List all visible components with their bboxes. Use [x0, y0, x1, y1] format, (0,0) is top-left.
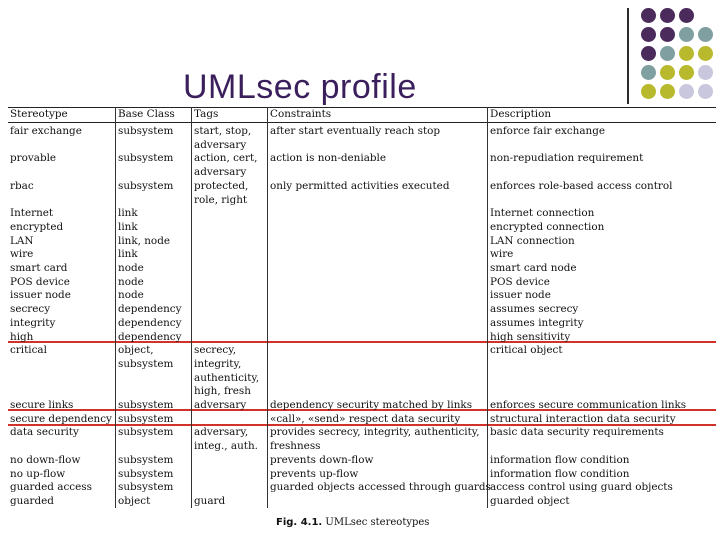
- decorative-dot: [679, 46, 694, 61]
- table-cell-base: link: [118, 248, 138, 261]
- column-separator: [487, 107, 488, 508]
- table-cell-tags: adversary: [194, 399, 247, 411]
- decorative-dot: [679, 27, 694, 42]
- column-header-description: Description: [490, 108, 552, 120]
- table-cell-tags: guard: [194, 494, 226, 507]
- table-cell-base: subsystem: [118, 426, 174, 439]
- table-cell-description: critical object: [490, 344, 563, 357]
- table-cell-description: guarded object: [490, 494, 570, 507]
- table-cell-description: information flow condition: [490, 467, 630, 480]
- decorative-dot: [679, 84, 694, 99]
- title-divider: [627, 8, 629, 104]
- table-cell-description: Internet connection: [490, 207, 595, 220]
- table-cell-constraints: dependency security matched by links: [270, 399, 473, 411]
- table-cell-constraints: guarded objects accessed through guards: [270, 481, 491, 494]
- table-cell-base: subsystem: [118, 481, 174, 494]
- table-cell-base: subsystem: [118, 467, 174, 480]
- table-cell-description: POS device: [490, 275, 550, 288]
- decorative-dot: [641, 8, 656, 23]
- figure-caption: [276, 517, 429, 528]
- table-cell-description: encrypted connection: [490, 220, 605, 233]
- figure-caption-text: UMLsec stereotypes: [322, 517, 430, 528]
- table-cell-description: enforce fair exchange: [490, 125, 606, 137]
- table-cell-base: subsystem: [118, 125, 174, 137]
- decorative-dot: [641, 27, 656, 42]
- table-cell-base: node: [118, 262, 144, 274]
- table-cell-description: issuer node: [490, 289, 551, 302]
- decorative-dot: [660, 8, 675, 23]
- decorative-dot: [660, 65, 675, 80]
- table-cell-stereotype: guarded access: [10, 481, 92, 494]
- table-cell-description: access control using guard objects: [490, 481, 673, 494]
- column-header-constraints: Constraints: [270, 108, 332, 120]
- decorative-dot: [641, 84, 656, 99]
- table-cell-base: object: [118, 494, 151, 507]
- table-cell-description: enforces secure communication links: [490, 399, 687, 411]
- table-cell-description: enforces role-based access control: [490, 179, 673, 192]
- figure-label: Fig. 4.1.: [276, 517, 323, 528]
- decorative-dot: [660, 84, 675, 99]
- decorative-dot: [641, 65, 656, 80]
- table-cell-description: information flow condition: [490, 453, 630, 466]
- column-separator: [191, 107, 192, 508]
- table-cell-base: subsystem: [118, 152, 174, 165]
- decorative-dot: [698, 65, 713, 80]
- table-cell-base: subsystem: [118, 179, 174, 192]
- table-cell-base: link, node: [118, 234, 170, 247]
- decorative-dot: [698, 46, 713, 61]
- table-cell-stereotype: LAN: [10, 234, 34, 247]
- table-cell-base: subsystem: [118, 399, 174, 411]
- table-cell-base: object, subsystem: [118, 344, 174, 370]
- table-cell-stereotype: secure dependency: [10, 412, 112, 425]
- table-cell-description: high sensitivity: [490, 330, 571, 343]
- table-cell-tags: start, stop, adversary: [194, 125, 252, 151]
- table-cell-base: node: [118, 289, 144, 302]
- table-cell-stereotype: rbac: [10, 179, 34, 192]
- table-cell-stereotype: wire: [10, 248, 34, 261]
- table-cell-description: assumes integrity: [490, 316, 584, 329]
- decorative-dot: [698, 84, 713, 99]
- decorative-dot: [660, 27, 675, 42]
- table-cell-constraints: only permitted activities executed: [270, 179, 450, 192]
- table-cell-tags: protected, role, right: [194, 179, 249, 206]
- column-header-stereotype: Stereotype: [10, 108, 68, 120]
- table-cell-description: assumes secrecy: [490, 303, 579, 316]
- table-cell-tags: action, cert, adversary: [194, 152, 258, 179]
- table-cell-stereotype: critical: [10, 344, 47, 357]
- table-cell-constraints: prevents down-flow: [270, 453, 374, 466]
- table-cell-stereotype: Internet: [10, 207, 54, 220]
- decorative-dot: [679, 65, 694, 80]
- decorative-dot: [660, 46, 675, 61]
- table-cell-base: link: [118, 220, 138, 233]
- table-cell-tags: adversary, integ., auth.: [194, 426, 258, 453]
- slide-title: UMLsec profile: [183, 68, 417, 106]
- table-cell-description: wire: [490, 248, 514, 261]
- table-cell-constraints: after start eventually reach stop: [270, 125, 441, 137]
- table-cell-base: dependency: [118, 303, 182, 316]
- table-cell-stereotype: smart card: [10, 262, 68, 274]
- table-cell-stereotype: secrecy: [10, 303, 51, 316]
- table-cell-description: LAN connection: [490, 234, 575, 247]
- table-cell-constraints: provides secrecy, integrity, authenticity, freshness: [270, 426, 480, 453]
- table-cell-tags: secrecy, integrity, authenticity, high, fresh: [194, 344, 260, 398]
- table-cell-stereotype: high: [10, 330, 34, 343]
- table-cell-base: dependency: [118, 316, 182, 329]
- table-cell-description: structural interaction data security: [490, 412, 676, 425]
- table-cell-stereotype: issuer node: [10, 289, 71, 302]
- table-cell-stereotype: POS device: [10, 275, 70, 288]
- decorative-dot-grid: [641, 8, 720, 104]
- decorative-dot: [679, 8, 694, 23]
- table-cell-stereotype: integrity: [10, 316, 56, 329]
- table-cell-stereotype: provable: [10, 152, 57, 165]
- table-cell-stereotype: no up-flow: [10, 467, 66, 480]
- table-cell-stereotype: no down-flow: [10, 453, 81, 466]
- table-cell-stereotype: fair exchange: [10, 125, 82, 137]
- table-cell-description: basic data security requirements: [490, 426, 664, 439]
- decorative-dot: [698, 27, 713, 42]
- table-cell-base: link: [118, 207, 138, 220]
- column-header-base: Base Class: [118, 108, 175, 120]
- stereotypes-table: [8, 107, 716, 508]
- table-cell-constraints: prevents up-flow: [270, 467, 359, 480]
- table-cell-constraints: «call», «send» respect data security: [270, 412, 461, 425]
- table-cell-base: subsystem: [118, 453, 174, 466]
- table-cell-stereotype: guarded: [10, 494, 54, 507]
- table-cell-stereotype: secure links: [10, 399, 74, 411]
- table-cell-stereotype: data security: [10, 426, 79, 439]
- table-cell-description: smart card node: [490, 262, 577, 274]
- decorative-dot: [641, 46, 656, 61]
- column-separator: [267, 107, 268, 508]
- table-cell-constraints: action is non-deniable: [270, 152, 387, 165]
- table-cell-base: subsystem: [118, 412, 174, 425]
- column-header-tags: Tags: [194, 108, 219, 120]
- table-cell-stereotype: encrypted: [10, 220, 64, 233]
- table-cell-description: non-repudiation requirement: [490, 152, 644, 165]
- column-separator: [115, 107, 116, 508]
- table-cell-base: dependency: [118, 330, 182, 343]
- table-cell-base: node: [118, 275, 144, 288]
